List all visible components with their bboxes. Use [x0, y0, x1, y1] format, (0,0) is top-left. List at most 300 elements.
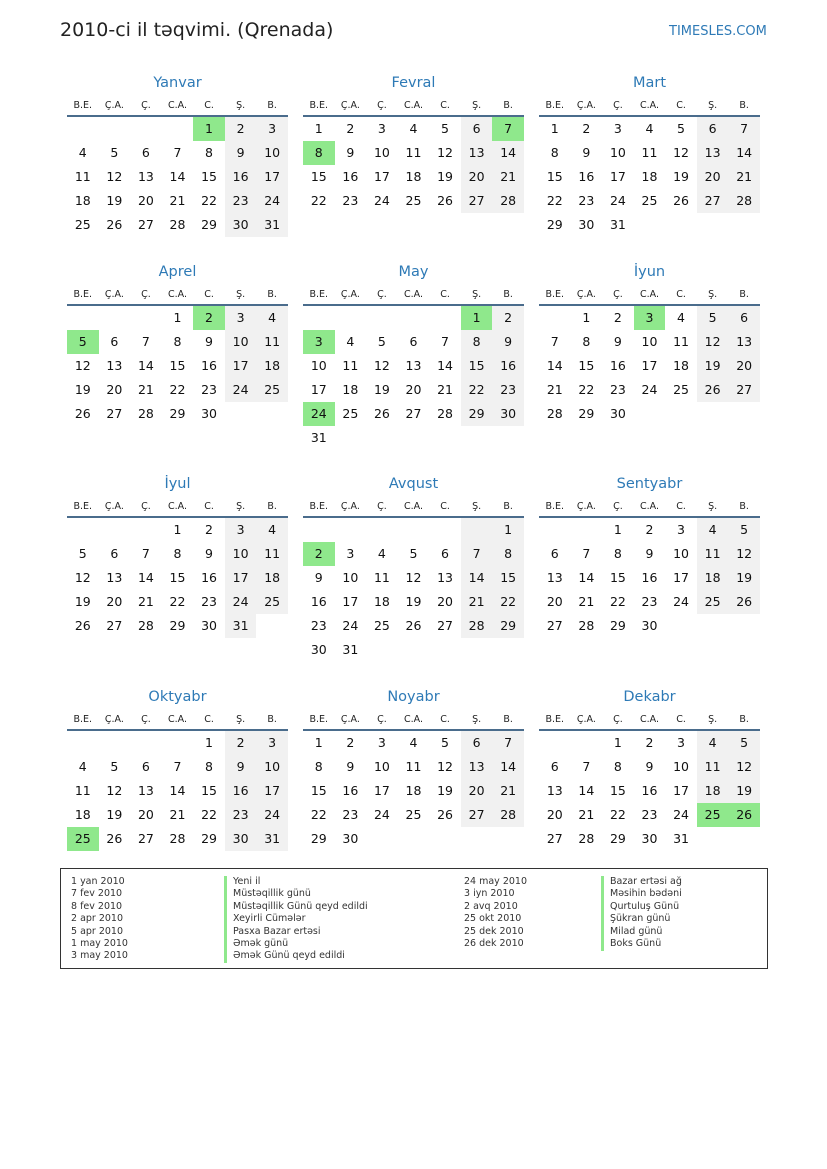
day-cell: 13: [405, 358, 422, 373]
day-cell: 17: [641, 358, 658, 373]
day-cell: 12: [74, 570, 91, 585]
day-cell: 30: [492, 402, 524, 426]
weekday-label: C.: [204, 713, 214, 725]
weekday-label: B.E.: [73, 500, 93, 512]
day-cell: 16: [609, 358, 626, 373]
weekday-header: [67, 496, 288, 518]
day-cell: 10: [256, 755, 288, 779]
month-name: Mart: [632, 75, 667, 91]
month-name: Sentyabr: [616, 476, 683, 492]
day-cell: 13: [106, 570, 123, 585]
day-cell: 30: [641, 618, 658, 633]
day-cell: 26: [437, 193, 453, 208]
day-cell: 23: [609, 382, 626, 397]
day-cell: 5: [697, 306, 729, 330]
day-cell: 5: [78, 546, 87, 561]
day-cell: 22: [201, 807, 217, 822]
day-cell: 6: [728, 306, 760, 330]
day-grid: [303, 731, 524, 851]
day-cell: 24: [373, 807, 390, 822]
day-cell: 13: [697, 141, 729, 165]
weekday-label: B.: [503, 99, 513, 111]
day-cell: 3: [256, 731, 288, 755]
day-cell: 20: [461, 779, 493, 803]
day-cell: 1: [550, 121, 559, 136]
day-cell: 26: [405, 618, 422, 633]
legend-bar-right: [601, 876, 604, 951]
legend-holiday-name: Müstəqillik günü: [233, 888, 311, 900]
day-cell: 10: [609, 145, 626, 160]
day-cell: 20: [461, 165, 493, 189]
day-cell: 18: [697, 566, 729, 590]
day-cell: 28: [137, 406, 154, 421]
month-name: Noyabr: [387, 689, 440, 705]
day-cell: 29: [461, 402, 493, 426]
day-cell: 17: [256, 165, 288, 189]
day-cell: 17: [373, 169, 390, 184]
day-cell: 26: [74, 406, 91, 421]
empty-day-cell: [461, 518, 493, 542]
day-cell: 26: [697, 378, 729, 402]
weekday-label: Ç.A.: [576, 288, 596, 300]
weekday-label: C.A.: [639, 288, 659, 300]
weekday-label: C.A.: [639, 713, 659, 725]
weekday-label: C.: [676, 713, 686, 725]
day-cell: 9: [613, 334, 622, 349]
day-cell: 19: [673, 169, 689, 184]
day-cell: 3: [377, 121, 386, 136]
day-cell: 1: [314, 735, 323, 750]
weekday-label: Ç.: [613, 713, 623, 725]
day-cell: 25: [673, 382, 689, 397]
day-cell: 6: [110, 334, 119, 349]
day-cell: 31: [256, 827, 288, 851]
day-cell: 29: [578, 406, 595, 421]
empty-day-cell: [366, 306, 398, 330]
holiday-day-cell: 3: [634, 306, 666, 330]
day-cell: 17: [609, 169, 626, 184]
weekday-header: [539, 709, 760, 731]
legend-holiday-name: Pasxa Bazar ertəsi: [233, 925, 321, 937]
day-cell: 14: [578, 570, 595, 585]
day-cell: 17: [256, 779, 288, 803]
day-cell: 14: [437, 358, 453, 373]
day-cell: 14: [461, 566, 493, 590]
day-cell: 10: [373, 145, 390, 160]
month-block: [67, 262, 288, 426]
empty-day-cell: [366, 518, 398, 542]
month-block: [303, 73, 524, 213]
day-cell: 18: [74, 193, 91, 208]
day-cell: 18: [74, 807, 91, 822]
month-block: [67, 73, 288, 237]
holiday-day-cell: 24: [303, 402, 335, 426]
day-cell: 4: [256, 306, 288, 330]
day-cell: 22: [201, 193, 217, 208]
weekday-label: Ç.: [377, 99, 387, 111]
day-cell: 24: [373, 193, 390, 208]
day-cell: 7: [173, 145, 182, 160]
day-cell: 25: [405, 807, 422, 822]
empty-day-cell: [335, 518, 367, 542]
holiday-day-cell: 3: [303, 330, 335, 354]
weekday-label: Ç.A.: [104, 99, 124, 111]
day-cell: 22: [169, 594, 186, 609]
day-cell: 8: [173, 334, 182, 349]
weekday-label: Ş.: [236, 288, 246, 300]
day-cell: 14: [169, 783, 186, 798]
day-cell: 14: [137, 358, 154, 373]
day-cell: 21: [169, 807, 186, 822]
weekday-header: [67, 284, 288, 306]
day-cell: 3: [613, 121, 622, 136]
weekday-label: C.A.: [403, 99, 423, 111]
day-cell: 11: [256, 542, 288, 566]
weekday-label: C.: [204, 288, 214, 300]
day-cell: 1: [613, 735, 622, 750]
day-cell: 23: [492, 378, 524, 402]
weekday-label: B.: [739, 713, 749, 725]
day-cell: 24: [342, 618, 359, 633]
day-cell: 4: [346, 334, 355, 349]
holiday-day-cell: 1: [193, 117, 225, 141]
day-cell: 23: [641, 594, 658, 609]
day-cell: 17: [373, 783, 390, 798]
day-cell: 28: [492, 189, 524, 213]
day-cell: 3: [225, 518, 257, 542]
day-cell: 15: [578, 358, 595, 373]
weekday-label: C.A.: [167, 288, 187, 300]
day-cell: 8: [613, 759, 622, 774]
month-name: Fevral: [391, 75, 436, 91]
holiday-day-cell: 26: [728, 803, 760, 827]
day-cell: 30: [225, 213, 257, 237]
day-grid: [67, 518, 288, 638]
day-cell: 24: [673, 807, 689, 822]
day-cell: 21: [728, 165, 760, 189]
day-cell: 17: [673, 783, 689, 798]
day-cell: 5: [409, 546, 418, 561]
day-cell: 15: [609, 783, 626, 798]
weekday-label: Ç.A.: [576, 99, 596, 111]
day-cell: 10: [641, 334, 658, 349]
weekday-label: B.E.: [309, 500, 329, 512]
day-cell: 15: [310, 169, 327, 184]
day-cell: 15: [546, 169, 563, 184]
weekday-label: Ş.: [472, 713, 482, 725]
day-cell: 31: [609, 217, 626, 232]
day-cell: 10: [342, 570, 359, 585]
day-cell: 8: [461, 330, 493, 354]
day-cell: 24: [256, 803, 288, 827]
empty-day-cell: [571, 731, 603, 755]
legend-date: 8 fev 2010: [71, 900, 123, 912]
day-cell: 18: [256, 354, 288, 378]
day-cell: 19: [74, 382, 91, 397]
day-grid: [303, 117, 524, 213]
day-cell: 18: [697, 779, 729, 803]
day-cell: 15: [201, 783, 217, 798]
day-cell: 7: [582, 759, 591, 774]
day-cell: 16: [310, 594, 327, 609]
holiday-day-cell: 2: [193, 306, 225, 330]
empty-day-cell: [303, 306, 335, 330]
day-cell: 5: [728, 518, 760, 542]
day-cell: 14: [578, 783, 595, 798]
day-cell: 22: [169, 382, 186, 397]
legend-names-right: [610, 876, 682, 950]
empty-day-cell: [67, 117, 99, 141]
empty-day-cell: [67, 306, 99, 330]
day-grid: [303, 518, 524, 662]
day-cell: 10: [673, 759, 689, 774]
day-cell: 31: [342, 642, 359, 657]
holiday-day-cell: 25: [67, 827, 99, 851]
weekday-label: C.A.: [403, 288, 423, 300]
day-cell: 19: [437, 783, 453, 798]
weekday-label: B.: [503, 713, 513, 725]
weekday-label: C.: [204, 99, 214, 111]
empty-day-cell: [130, 306, 162, 330]
day-cell: 9: [645, 759, 654, 774]
weekday-label: Ş.: [236, 713, 246, 725]
weekday-label: Ç.A.: [340, 288, 360, 300]
month-block: [539, 73, 760, 237]
day-cell: 24: [673, 594, 689, 609]
day-cell: 1: [492, 518, 524, 542]
day-cell: 4: [256, 518, 288, 542]
day-cell: 12: [405, 570, 422, 585]
day-cell: 28: [169, 831, 186, 846]
day-cell: 8: [550, 145, 559, 160]
legend-names-left: [233, 876, 368, 963]
day-cell: 8: [613, 546, 622, 561]
day-cell: 12: [673, 145, 689, 160]
weekday-label: C.A.: [167, 500, 187, 512]
weekday-label: Ç.: [613, 500, 623, 512]
day-cell: 8: [314, 759, 323, 774]
day-cell: 8: [205, 759, 213, 774]
day-cell: 25: [74, 217, 91, 232]
day-cell: 21: [461, 590, 493, 614]
day-cell: 3: [677, 735, 685, 750]
day-cell: 20: [137, 807, 154, 822]
day-cell: 19: [405, 594, 422, 609]
day-cell: 5: [728, 731, 760, 755]
day-cell: 30: [578, 217, 595, 232]
day-cell: 10: [225, 330, 257, 354]
day-cell: 4: [677, 310, 685, 325]
legend-date: 25 okt 2010: [464, 913, 522, 925]
day-cell: 6: [461, 117, 493, 141]
month-block: [539, 262, 760, 426]
day-cell: 5: [110, 145, 119, 160]
day-cell: 26: [373, 406, 390, 421]
day-cell: 2: [613, 310, 622, 325]
month-name: Dekabr: [623, 689, 676, 705]
day-cell: 26: [106, 831, 123, 846]
weekday-label: C.A.: [639, 500, 659, 512]
day-cell: 21: [137, 382, 154, 397]
day-cell: 11: [697, 542, 729, 566]
day-cell: 28: [578, 618, 595, 633]
weekday-label: Ş.: [472, 288, 482, 300]
day-cell: 23: [342, 807, 359, 822]
day-cell: 1: [205, 735, 213, 750]
day-cell: 25: [641, 193, 658, 208]
legend-date: 5 apr 2010: [71, 925, 124, 937]
day-cell: 11: [641, 145, 658, 160]
weekday-label: C.: [440, 713, 450, 725]
day-cell: 10: [310, 358, 327, 373]
day-cell: 27: [697, 189, 729, 213]
weekday-label: C.: [204, 500, 214, 512]
day-cell: 7: [728, 117, 760, 141]
day-cell: 15: [201, 169, 217, 184]
day-cell: 13: [106, 358, 123, 373]
weekday-label: B.E.: [309, 99, 329, 111]
day-cell: 27: [106, 618, 123, 633]
day-cell: 23: [310, 618, 327, 633]
day-cell: 23: [225, 189, 257, 213]
empty-day-cell: [162, 117, 194, 141]
day-cell: 30: [609, 406, 626, 421]
day-cell: 4: [409, 735, 418, 750]
day-cell: 16: [342, 169, 359, 184]
empty-day-cell: [539, 518, 571, 542]
day-cell: 6: [461, 731, 493, 755]
day-cell: 19: [697, 354, 729, 378]
day-cell: 21: [137, 594, 154, 609]
month-block: [539, 687, 760, 851]
day-cell: 17: [673, 570, 689, 585]
day-cell: 25: [256, 378, 288, 402]
legend-holiday-name: Qurtuluş Günü: [610, 900, 680, 912]
day-cell: 12: [437, 759, 453, 774]
weekday-label: Ç.A.: [340, 500, 360, 512]
day-cell: 6: [141, 145, 150, 160]
day-cell: 18: [405, 783, 422, 798]
day-cell: 23: [225, 803, 257, 827]
day-cell: 12: [106, 783, 123, 798]
empty-day-cell: [99, 117, 131, 141]
day-cell: 15: [461, 354, 493, 378]
day-cell: 10: [225, 542, 257, 566]
day-cell: 13: [137, 783, 154, 798]
day-cell: 2: [225, 117, 257, 141]
day-cell: 5: [377, 334, 386, 349]
day-cell: 20: [437, 594, 453, 609]
day-cell: 28: [437, 406, 453, 421]
day-cell: 11: [373, 570, 390, 585]
month-name: Oktyabr: [148, 689, 207, 705]
day-cell: 19: [728, 779, 760, 803]
empty-day-cell: [162, 731, 194, 755]
legend-holiday-name: Milad günü: [610, 925, 663, 937]
weekday-label: B.E.: [73, 99, 93, 111]
legend-date: 1 yan 2010: [71, 876, 125, 887]
weekday-label: C.: [676, 288, 686, 300]
day-cell: 28: [578, 831, 595, 846]
day-cell: 13: [546, 570, 563, 585]
empty-day-cell: [539, 731, 571, 755]
weekday-label: C.A.: [167, 99, 187, 111]
brand-link[interactable]: TIMESLES.COM: [669, 24, 767, 39]
day-cell: 26: [437, 807, 453, 822]
day-cell: 25: [697, 590, 729, 614]
weekday-header: [303, 709, 524, 731]
day-cell: 9: [314, 570, 323, 585]
day-cell: 12: [437, 145, 453, 160]
day-cell: 2: [645, 735, 654, 750]
day-cell: 11: [405, 759, 422, 774]
weekday-label: Ç.: [141, 500, 151, 512]
day-cell: 27: [546, 618, 563, 633]
day-cell: 15: [169, 570, 186, 585]
day-cell: 30: [310, 642, 327, 657]
day-cell: 9: [225, 141, 257, 165]
legend-bar-left: [224, 876, 227, 963]
empty-day-cell: [539, 306, 571, 330]
weekday-label: B.E.: [309, 288, 329, 300]
day-cell: 14: [137, 570, 154, 585]
day-cell: 27: [137, 217, 154, 232]
day-cell: 7: [141, 546, 150, 561]
day-cell: 26: [74, 618, 91, 633]
month-block: [303, 262, 524, 450]
day-cell: 9: [582, 145, 591, 160]
day-cell: 9: [205, 334, 213, 349]
day-grid: [539, 731, 760, 851]
day-cell: 28: [546, 406, 563, 421]
day-cell: 3: [377, 735, 386, 750]
weekday-label: Ç.A.: [340, 713, 360, 725]
day-cell: 15: [310, 783, 327, 798]
weekday-label: Ş.: [236, 99, 246, 111]
day-cell: 30: [342, 831, 359, 846]
day-cell: 19: [106, 193, 123, 208]
day-cell: 14: [492, 755, 524, 779]
day-cell: 29: [201, 831, 217, 846]
weekday-label: B.E.: [545, 500, 565, 512]
weekday-label: C.: [440, 99, 450, 111]
legend-date: 24 may 2010: [464, 876, 528, 887]
day-cell: 8: [492, 542, 524, 566]
day-cell: 19: [437, 169, 453, 184]
day-cell: 29: [169, 406, 186, 421]
day-cell: 7: [492, 731, 524, 755]
day-cell: 7: [173, 759, 182, 774]
day-cell: 17: [342, 594, 359, 609]
holiday-day-cell: 25: [697, 803, 729, 827]
day-cell: 6: [550, 759, 559, 774]
weekday-header: [303, 496, 524, 518]
empty-day-cell: [99, 518, 131, 542]
day-cell: 31: [310, 430, 327, 445]
weekday-header: [303, 284, 524, 306]
legend-holiday-name: Müstəqillik Günü qeyd edildi: [233, 900, 368, 912]
weekday-label: B.: [267, 288, 277, 300]
day-cell: 5: [110, 759, 119, 774]
day-cell: 13: [137, 169, 154, 184]
weekday-label: Ş.: [472, 99, 482, 111]
weekday-label: Ç.: [141, 288, 151, 300]
day-cell: 13: [437, 570, 453, 585]
day-cell: 22: [461, 378, 493, 402]
month-name: Avqust: [388, 476, 439, 492]
day-cell: 8: [205, 145, 213, 160]
day-grid: [539, 117, 760, 237]
